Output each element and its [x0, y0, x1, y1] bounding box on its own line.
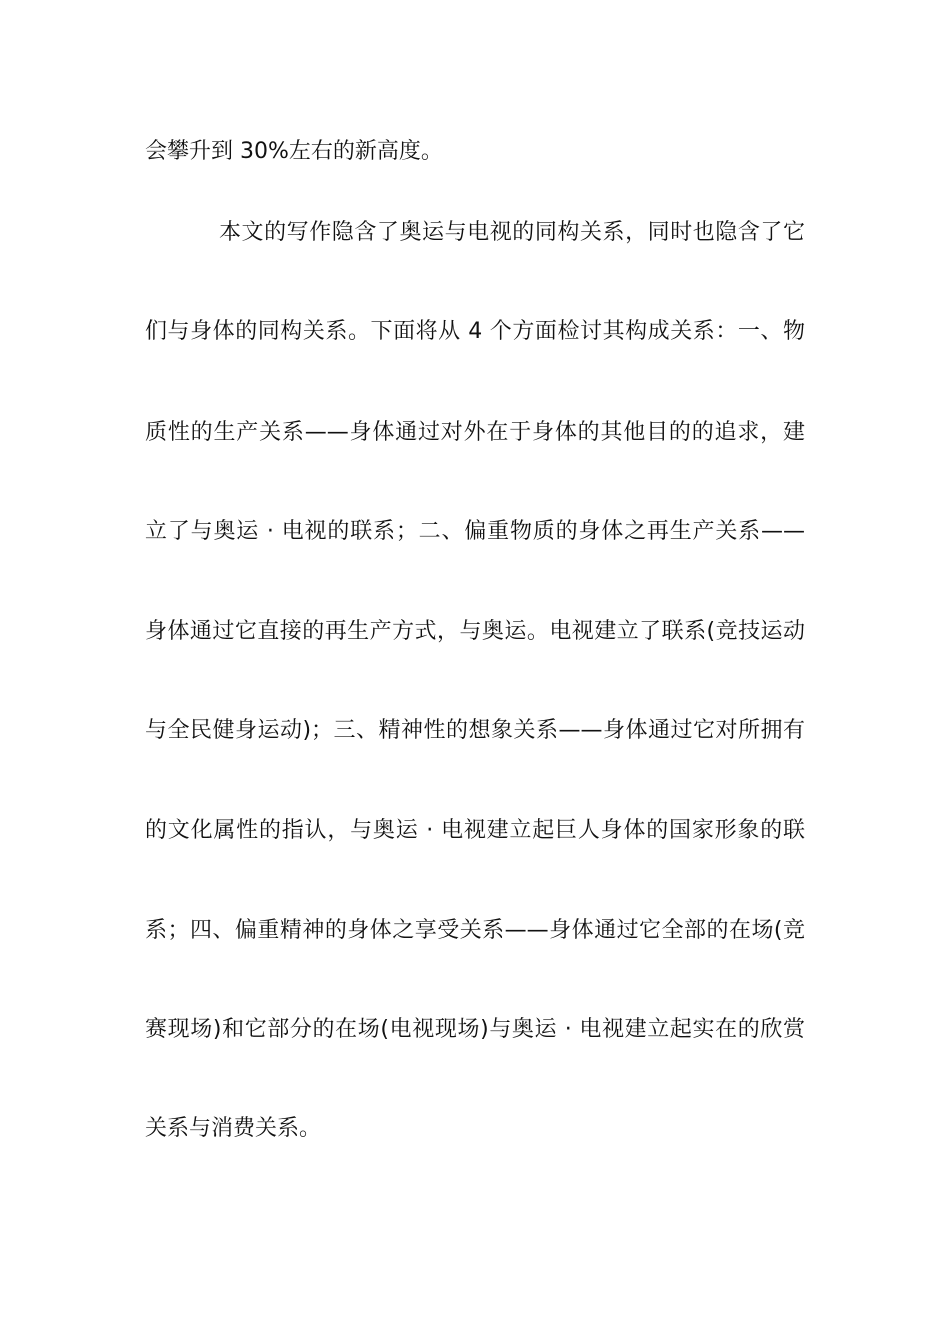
- text-line-9: 系；四、偏重精神的身体之享受关系——身体通过它全部的在场(竞: [145, 918, 805, 943]
- text-line-3: 们与身体的同构关系。下面将从 4 个方面检讨其构成关系：一、物: [145, 319, 805, 344]
- text-line-2: 本文的写作隐含了奥运与电视的同构关系，同时也隐含了它: [219, 220, 805, 245]
- text-line-6: 身体通过它直接的再生产方式，与奥运。电视建立了联系(竞技运动: [145, 619, 805, 644]
- text-line-4: 质性的生产关系——身体通过对外在于身体的其他目的的追求，建: [145, 420, 805, 445]
- text-line-11: 关系与消费关系。: [145, 1116, 322, 1141]
- text-line-8: 的文化属性的指认，与奥运 · 电视建立起巨人身体的国家形象的联: [145, 818, 805, 843]
- text-line-7: 与全民健身运动)；三、精神性的想象关系——身体通过它对所拥有: [145, 718, 805, 743]
- text-line-5: 立了与奥运 · 电视的联系；二、偏重物质的身体之再生产关系——: [145, 519, 805, 544]
- text-line-1: 会攀升到 30%左右的新高度。: [145, 139, 443, 164]
- text-line-10: 赛现场)和它部分的在场(电视现场)与奥运 · 电视建立起实在的欣赏: [145, 1017, 805, 1042]
